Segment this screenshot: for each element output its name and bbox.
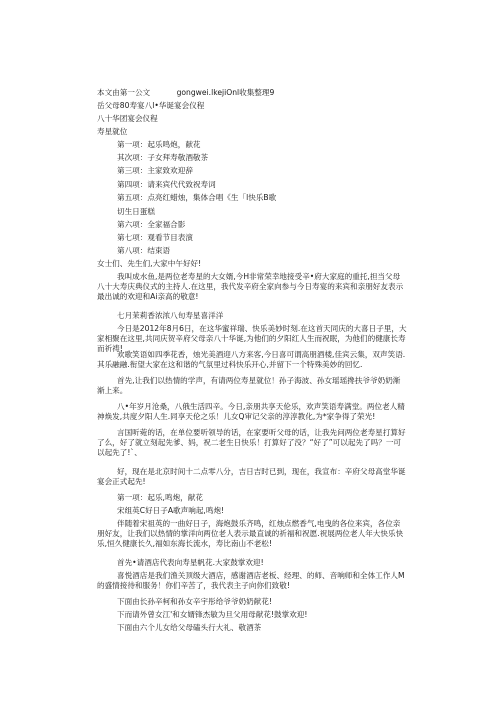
paragraph: 我叫成水鱼,是两位老寿星的大女婿,今H非常荣幸地接受辛•府大家庭的重托,担当父母八十大寿庆典仪式的主持人.在这里，我代发辛府全家向参与今日寿宴的来宾和亲朋好友表示最出诚的欢迎和Ai亲高的敬意!: [97, 272, 404, 301]
paragraph: 好，现在是北京时间十二点零八分，吉日吉时已到，现在，我宣布：辛府父母高堂华诞宴会正式起先!: [97, 467, 406, 486]
program-step: 第七项：观看节目表演: [117, 233, 193, 242]
program-step: 第六项：全家福合影: [117, 220, 186, 229]
header-line: [97, 88, 274, 98]
program-step: 第四项：请来宾代代致祝寿词: [117, 180, 216, 189]
program-step: 切生日蛋糕: [117, 207, 155, 216]
program-step: 其次项：子女拜寿敬酒敬茶: [117, 153, 209, 162]
paragraph: 八•年岁月沧桑，八俄生活四辛。今日,亲朋共享天伦乐，欢声笑语寿满堂。两位老人精神焕发,共度夕阳人生.同享天伦之乐！儿女Q审记父亲的淳淳教化,为*家争得了荣光!: [97, 402, 405, 421]
paragraph: 言国听菀的话，在单位要听领导的话，在家要听父母的话，让我先问两位老寿星打算好了么，好了就立刻起先爹、妈，祝二老生日快乐！打算好了没？“好了”可以起先了吗？一可以起先了!`、: [97, 428, 406, 457]
program-step: 第一项：起乐鸣炮，献花: [117, 140, 201, 149]
paragraph: 首先•请酒店代表向寿星帆花.大家鼓掌欢迎!: [117, 558, 264, 567]
poem-line: 七月茉莉香浓浓八旬寿星喜洋洋: [117, 311, 224, 320]
paragraph: 首先,让我们以热情的学声，有请两位寿星就位！孙子海波、孙女瑶瑶搀扶爷爷奶奶渐渐上来。: [97, 376, 401, 395]
paragraph: 欢歌笑语如四季花香，烛光美酒迎八方来客,今日喜可谓高朋酒楼,佳宾云集，双声笑语.其乐融融.衔望大家在这和谐的气氛里过科快乐开心,并留下一个特殊美妙的回忆.: [97, 350, 406, 369]
doc-title: 岳父母80寿宴八l•华诞宴会仪程: [97, 101, 205, 110]
paragraph: 下而请外曾女江'和女婿锋杰敏为旦父用母献花!鼓掌欢迎!: [117, 610, 308, 619]
paragraph: 下面由长孙辛柯和孙女辛宇彤给爷爷奶奶献花!: [117, 597, 272, 606]
program-step: 第三项：主家致欢迎辞: [117, 166, 193, 175]
doc-subtitle: 八十华团宴会仪程: [97, 114, 158, 123]
header-url: gongwei.lkejiOnl收集整理9: [176, 88, 275, 97]
paragraph: 伴随着宋祖英的一曲好日子，海炮鼓乐齐鸣，红烛点燃香气,电曳的各位来宾，各位亲朋好友，让我们以热情的掌洋向两位老人表示最直诚的祈福和祝愿.祝展两位老人年大快乐快乐,恒久健康长久,福如东海长流水，寿比南山不老松!: [97, 519, 404, 548]
program-step: 第八项：结束语: [117, 246, 171, 255]
program-step: 第五项：点亮红蜡烛，集体合唱《生「l快乐B歌: [117, 193, 277, 202]
step-heading: 第一项：起乐,鸣炮，献花: [117, 493, 203, 502]
greeting: 女士们、先生们,大家中午好好!: [97, 259, 202, 268]
paragraph: 今日是2012年8月6日，在这华蜜祥瑞、快乐美妙时刻.在这首天同庆的大喜日子里，大家相聚在这里,共同庆贺辛府父母亲八十华诞,为他们的夕阳红人生而祝眠，为他们的健康长寿而祈祷!: [97, 324, 407, 353]
paragraph: 下面由六个儿女给父母磕头行大礼、敬酒茶: [117, 623, 262, 632]
header-source: 本文由第一公文: [97, 88, 151, 97]
seating-line: 寿星就位: [97, 127, 128, 136]
paragraph: 喜悦酒店是我们渔关顶级大酒店，感谢酒店老板、经理、的师、音响师和全体工作人M的盛情接待和服务！你们辛苦了，我代表主子向你们致敬!: [97, 571, 405, 590]
paragraph: 宋组英C好日子A歌声响起,鸣炮!: [117, 506, 225, 515]
